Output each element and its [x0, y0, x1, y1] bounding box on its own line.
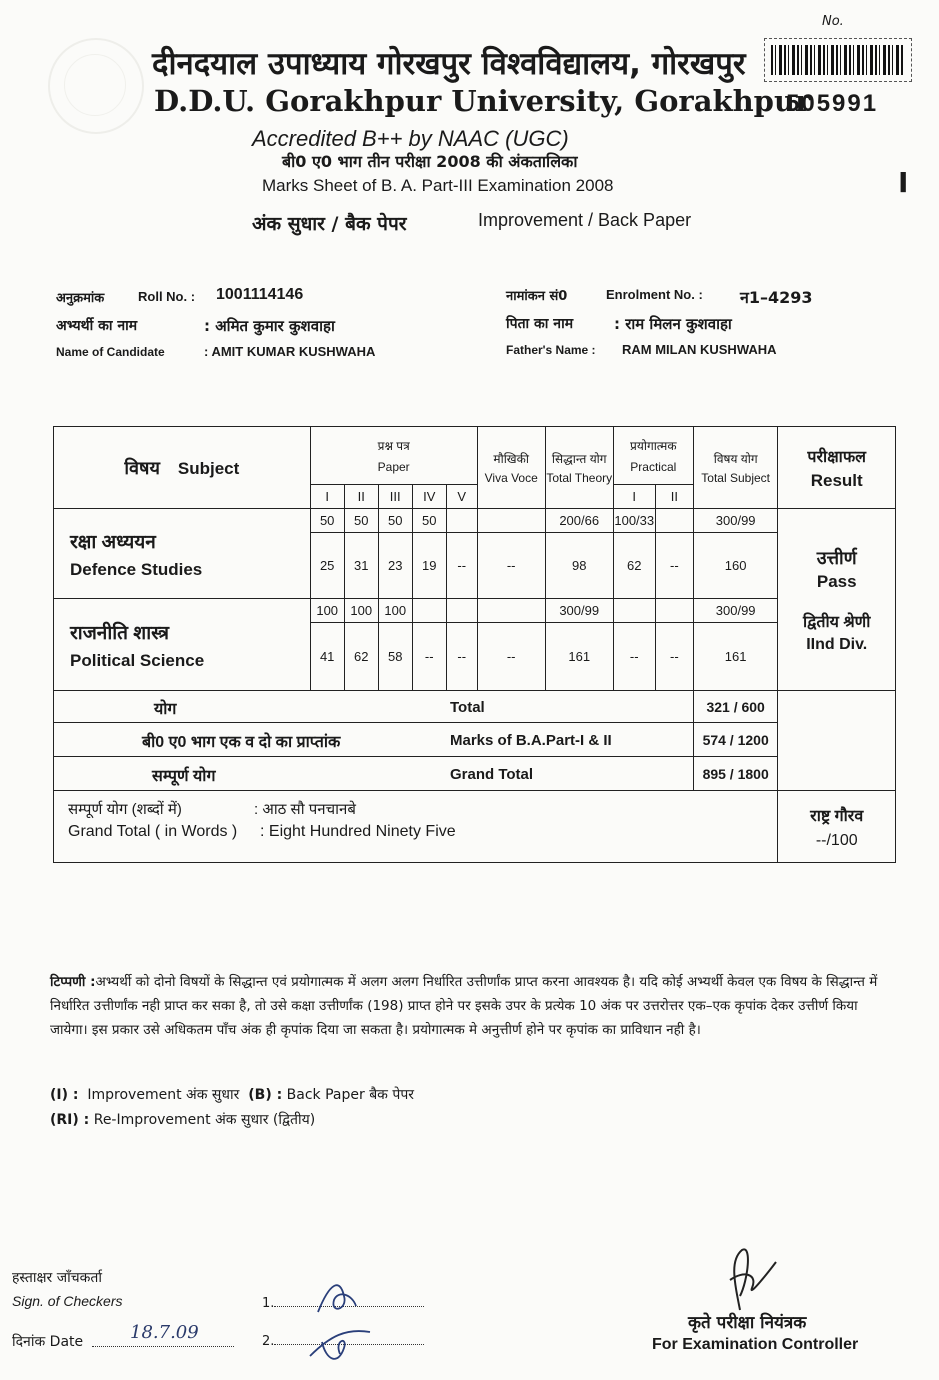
side-mark: I — [898, 166, 909, 199]
max-mark — [655, 599, 693, 623]
practical-col-1: I — [613, 485, 655, 509]
result-cell: उत्तीर्ण Pass द्वितीय श्रेणी IInd Div. — [778, 509, 896, 691]
total-subject-header: विषय योग Total Subject — [693, 427, 778, 509]
roll-number: 1001114146 — [216, 286, 304, 303]
paper-col-2: II — [344, 485, 378, 509]
subject-political-science: राजनीति शास्त्र Political Science — [54, 599, 311, 691]
father-name-hindi: : राम मिलन कुशवाहा — [614, 315, 732, 333]
checkers-label-english: Sign. of Checkers — [12, 1293, 123, 1309]
total-row-label: योग Total — [54, 691, 694, 723]
name-hindi: : अमित कुमार कुशवाहा — [204, 317, 335, 335]
subject-defence-studies: रक्षा अध्ययन Defence Studies — [54, 509, 311, 599]
father-name-english: RAM MILAN KUSHWAHA — [622, 342, 777, 357]
max-mark — [613, 599, 655, 623]
total-value: 321 / 600 — [693, 691, 778, 723]
obtained-mark: -- — [412, 623, 446, 691]
father-label-hindi: पिता का नाम — [506, 316, 574, 332]
obtained-mark: 160 — [693, 533, 778, 599]
max-mark — [446, 599, 477, 623]
max-mark: 50 — [378, 509, 412, 533]
marks-table — [53, 426, 896, 863]
signature-1: 1. — [262, 1296, 424, 1311]
type-hindi: अंक सुधार / बैक पेपर — [252, 213, 407, 235]
paper-col-4: IV — [412, 485, 446, 509]
obtained-mark: 161 — [545, 623, 613, 691]
controller-label-hindi: कृते परीक्षा नियंत्रक — [688, 1313, 807, 1333]
date-line — [92, 1346, 234, 1347]
title-english: Marks Sheet of B. A. Part-III Examination 2008 — [262, 176, 614, 195]
barcode — [764, 38, 912, 82]
enrol-label-hindi: नामांकन सं0 — [506, 289, 568, 304]
obtained-mark: -- — [613, 623, 655, 691]
obtained-mark: 58 — [378, 623, 412, 691]
grand-total-value: 895 / 1800 — [693, 757, 778, 791]
obtained-mark: -- — [477, 623, 545, 691]
max-mark: 200/66 — [545, 509, 613, 533]
obtained-mark: 62 — [613, 533, 655, 599]
part12-value: 574 / 1200 — [693, 723, 778, 757]
max-mark — [477, 599, 545, 623]
max-mark: 50 — [310, 509, 344, 533]
university-name-english: D.D.U. Gorakhpur University, Gorakhpur — [154, 84, 811, 118]
grand-total-words: सम्पूर्ण योग (शब्दों में) : आठ सौ पनचानबे Grand Total ( in Words ) : Eight Hundred Ninety Five — [54, 791, 778, 863]
paper-header: प्रश्न पत्र Paper — [310, 427, 477, 485]
max-mark: 300/99 — [693, 509, 778, 533]
obtained-mark: 25 — [310, 533, 344, 599]
grand-total-row-label: सम्पूर्ण योग Grand Total — [54, 757, 694, 791]
checker-signatures — [300, 1270, 390, 1370]
obtained-mark: 98 — [545, 533, 613, 599]
obtained-mark: 31 — [344, 533, 378, 599]
obtained-mark: -- — [655, 533, 693, 599]
no-label: No. — [822, 14, 844, 29]
date-label: दिनांक Date — [12, 1334, 84, 1350]
max-mark: 100 — [310, 599, 344, 623]
university-name-hindi: दीनदयाल उपाध्याय गोरखपुर विश्वविद्यालय, गोरखपुर — [152, 46, 746, 82]
serial-number: 505991 — [786, 90, 879, 117]
result-header: परीक्षाफल Result — [778, 427, 896, 509]
obtained-mark: -- — [446, 623, 477, 691]
date-value: 18.7.09 — [130, 1322, 199, 1343]
name-english: : AMIT KUMAR KUSHWAHA — [204, 344, 376, 359]
rashtra-gaurav-cell: राष्ट्र गौरव --/100 — [778, 791, 896, 863]
max-mark: 50 — [412, 509, 446, 533]
max-mark — [655, 509, 693, 533]
max-mark — [446, 509, 477, 533]
father-label-english: Father's Name : — [506, 343, 596, 357]
max-mark — [477, 509, 545, 533]
part12-row-label: बी0 ए0 भाग एक व दो का प्राप्तांक Marks of B.A.Part-I & II — [54, 723, 694, 757]
accreditation: Accredited B++ by NAAC (UGC) — [252, 126, 569, 151]
title-hindi: बी0 ए0 भाग तीन परीक्षा 2008 की अंकतालिका — [282, 152, 578, 171]
max-mark: 300/99 — [545, 599, 613, 623]
paper-col-1: I — [310, 485, 344, 509]
practical-col-2: II — [655, 485, 693, 509]
legend-re-improvement: (RI) : Re-Improvement अंक सुधार (द्वितीय) — [50, 1112, 316, 1128]
controller-label-english: For Examination Controller — [652, 1336, 859, 1353]
enrolment-number: न1–4293 — [740, 288, 813, 307]
obtained-mark: -- — [477, 533, 545, 599]
type-english: Improvement / Back Paper — [478, 210, 692, 230]
obtained-mark: 41 — [310, 623, 344, 691]
max-mark: 100 — [344, 599, 378, 623]
legend-improvement: (I) : Improvement अंक सुधार (B) : Back Paper बैक पेपर — [50, 1087, 415, 1103]
result-spacer — [778, 691, 896, 791]
max-mark: 100 — [378, 599, 412, 623]
obtained-mark: -- — [655, 623, 693, 691]
note: टिप्पणी :अभ्यर्थी को दोनो विषयों के सिद्धान्त एवं प्रयोगात्मक में अलग अलग निर्धारित उत्तीर्णांक प्राप्त करना आवश्यक है। यदि कोई अभ्यर्थी केवल एक विषय के सिद्धान्त में निर्धारित उत्तीर्णांक नही प्राप्त कर सका है, तो उसे कक्षा उत्तीर्णांक (198) प्राप्त होने पर इसके उपर के प्रत्येक 10 अंक पर उत्तरोत्तर एक–एक कृपांक देकर उत्तीर्ण किया जायेगा। इस प्रकार उसे अधिकतम पाँच अंक ही कृपांक दिया जा सकता है। प्रयोगात्मक मे अनुत्तीर्ण होने पर कृपांक का प्राविधान नही है। — [50, 974, 878, 1038]
university-seal-watermark — [48, 38, 144, 134]
obtained-mark: 19 — [412, 533, 446, 599]
obtained-mark: 161 — [693, 623, 778, 691]
paper-col-5: V — [446, 485, 477, 509]
max-mark — [412, 599, 446, 623]
obtained-mark: 23 — [378, 533, 412, 599]
max-mark: 300/99 — [693, 599, 778, 623]
viva-header: मौखिकी Viva Voce — [477, 427, 545, 509]
controller-signature — [700, 1240, 820, 1320]
max-mark: 100/33 — [613, 509, 655, 533]
enrol-label-english: Enrolment No. : — [606, 287, 703, 302]
roll-label-hindi: अनुक्रमांक — [56, 291, 105, 306]
max-mark: 50 — [344, 509, 378, 533]
subject-header: विषय Subject — [54, 427, 311, 509]
obtained-mark: 62 — [344, 623, 378, 691]
signature-2: 2. — [262, 1334, 424, 1349]
name-label-hindi: अभ्यर्थी का नाम — [56, 318, 138, 334]
obtained-mark: -- — [446, 533, 477, 599]
name-label-english: Name of Candidate — [56, 345, 165, 359]
roll-label-english: Roll No. : — [138, 289, 196, 304]
theory-header: सिद्धान्त योग Total Theory — [545, 427, 613, 509]
practical-header: प्रयोगात्मक Practical — [613, 427, 693, 485]
checkers-label-hindi: हस्ताक्षर जाँचकर्ता — [12, 1270, 102, 1286]
paper-col-3: III — [378, 485, 412, 509]
